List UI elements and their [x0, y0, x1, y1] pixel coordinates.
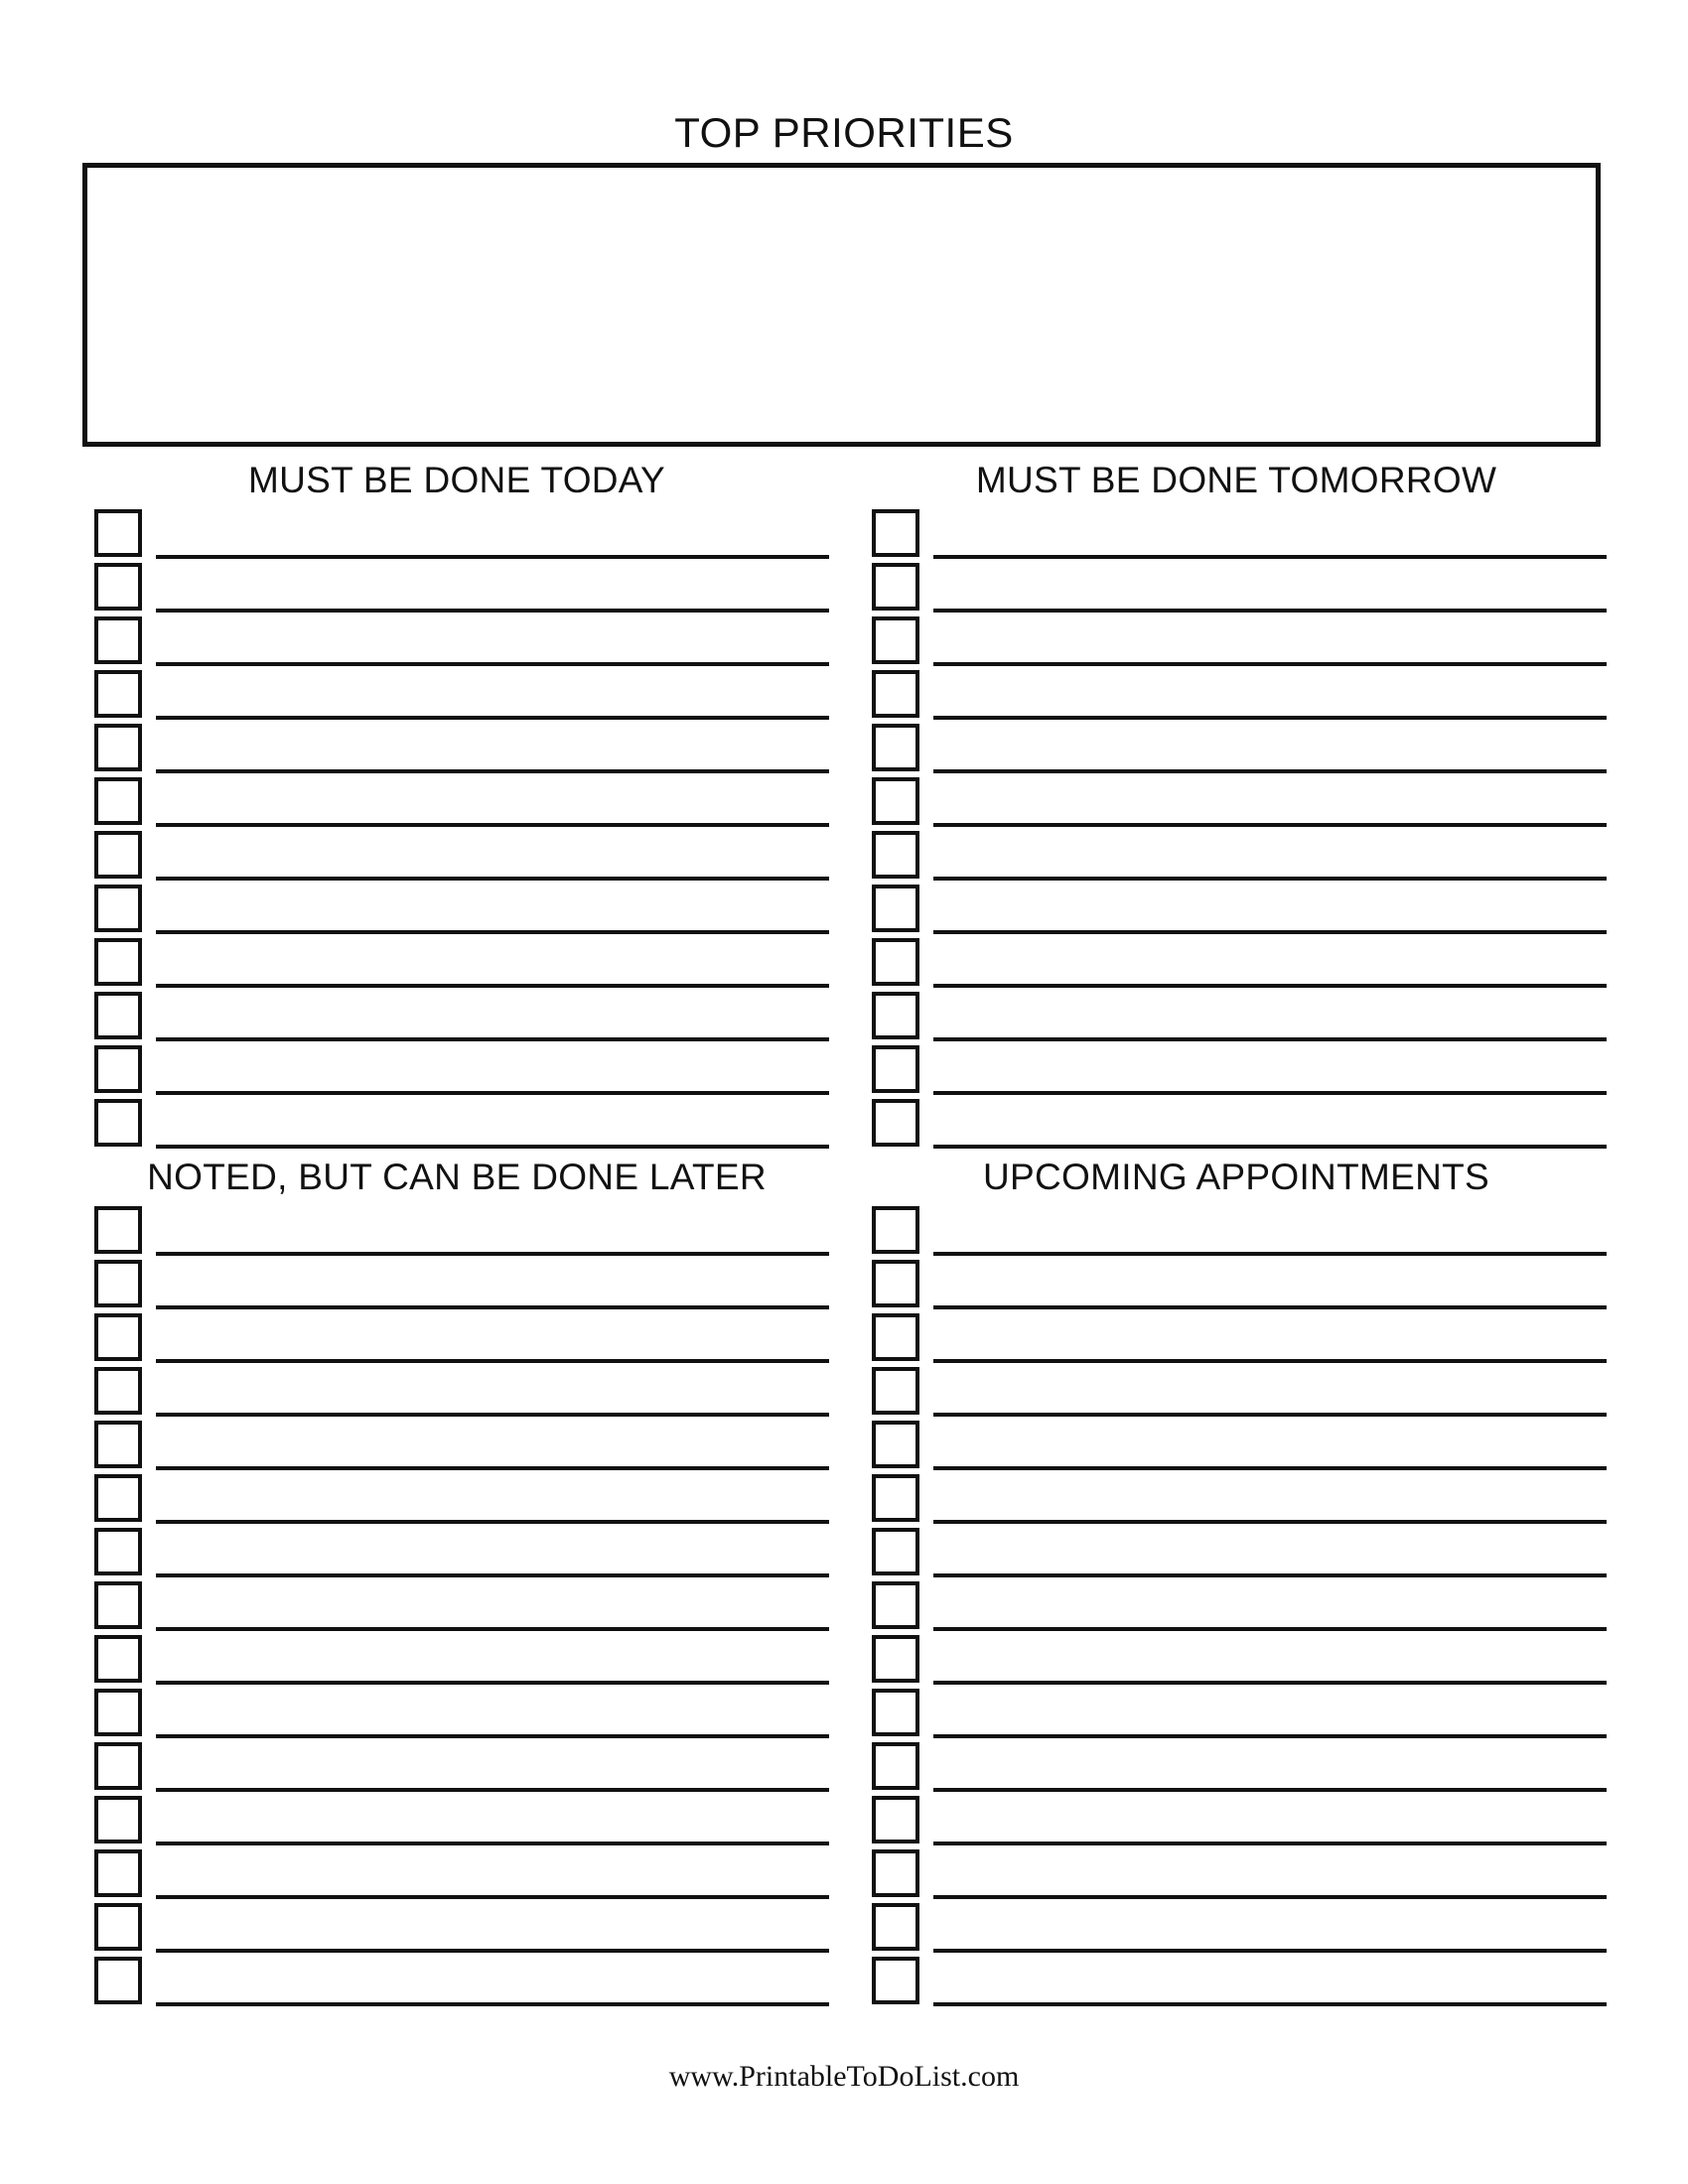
checkbox[interactable]: [872, 1689, 919, 1736]
list-item: [94, 1632, 829, 1686]
list-item: [872, 1471, 1607, 1525]
list-item: [872, 1418, 1607, 1471]
checkbox[interactable]: [94, 1045, 142, 1093]
list-item: [872, 506, 1607, 560]
checkbox[interactable]: [94, 1313, 142, 1361]
write-line[interactable]: [933, 1573, 1607, 1577]
write-line[interactable]: [156, 1145, 829, 1149]
write-line[interactable]: [156, 1037, 829, 1041]
list-item: [94, 1257, 829, 1310]
checkbox[interactable]: [872, 724, 919, 771]
list-item: [94, 1042, 829, 1096]
checkbox[interactable]: [94, 938, 142, 986]
checkbox[interactable]: [94, 563, 142, 611]
write-line[interactable]: [933, 1145, 1607, 1149]
write-line[interactable]: [933, 716, 1607, 720]
list-item: [94, 1686, 829, 1739]
list-item: [94, 774, 829, 828]
write-line[interactable]: [156, 1681, 829, 1685]
checkbox[interactable]: [94, 670, 142, 718]
write-line[interactable]: [933, 1359, 1607, 1363]
write-line[interactable]: [156, 984, 829, 988]
write-line[interactable]: [156, 1842, 829, 1845]
checkbox[interactable]: [872, 1581, 919, 1629]
checkbox[interactable]: [872, 1206, 919, 1254]
list-item: [872, 1042, 1607, 1096]
checkbox[interactable]: [94, 724, 142, 771]
checkbox[interactable]: [94, 1849, 142, 1897]
checkbox[interactable]: [872, 1260, 919, 1307]
checkbox[interactable]: [872, 1528, 919, 1575]
checkbox[interactable]: [94, 1581, 142, 1629]
list-item: [872, 560, 1607, 614]
checkbox[interactable]: [872, 831, 919, 879]
list-item: [94, 1418, 829, 1471]
write-line[interactable]: [933, 1413, 1607, 1417]
checkbox[interactable]: [872, 1421, 919, 1468]
checkbox[interactable]: [94, 1099, 142, 1147]
write-line[interactable]: [933, 1949, 1607, 1953]
write-line[interactable]: [156, 1305, 829, 1309]
section-title-later: NOTED, BUT CAN BE DONE LATER: [147, 1157, 767, 1197]
checkbox[interactable]: [872, 938, 919, 986]
checkbox[interactable]: [94, 1206, 142, 1254]
write-line[interactable]: [933, 662, 1607, 666]
write-line[interactable]: [933, 877, 1607, 881]
list-item: [872, 1686, 1607, 1739]
list-item: [872, 1578, 1607, 1632]
write-line[interactable]: [933, 1252, 1607, 1256]
list-item: [94, 989, 829, 1042]
list-item: [94, 1739, 829, 1793]
list-item: [94, 1954, 829, 2007]
checkbox[interactable]: [872, 1796, 919, 1843]
write-line[interactable]: [933, 930, 1607, 934]
footer-url: www.PrintableToDoList.com: [668, 2060, 1020, 2093]
write-line[interactable]: [933, 609, 1607, 613]
list-item: [872, 1793, 1607, 1846]
list-item: [872, 1257, 1607, 1310]
checkbox[interactable]: [94, 1421, 142, 1468]
list-item: [94, 1900, 829, 1954]
checkbox[interactable]: [872, 1045, 919, 1093]
write-line[interactable]: [933, 769, 1607, 773]
checkbox[interactable]: [872, 670, 919, 718]
write-line[interactable]: [933, 1037, 1607, 1041]
list-item: [872, 1954, 1607, 2007]
checkbox[interactable]: [94, 1796, 142, 1843]
write-line[interactable]: [933, 1681, 1607, 1685]
checkbox[interactable]: [94, 1367, 142, 1415]
list-item: [94, 828, 829, 882]
list-item: [872, 989, 1607, 1042]
list-item: [872, 1846, 1607, 1900]
checkbox[interactable]: [94, 616, 142, 664]
checkbox[interactable]: [94, 992, 142, 1039]
list-item: [872, 1203, 1607, 1257]
checkbox[interactable]: [872, 509, 919, 557]
section-title-today: MUST BE DONE TODAY: [247, 460, 666, 500]
section-title-tomorrow: MUST BE DONE TOMORROW: [975, 460, 1497, 500]
checkbox[interactable]: [872, 1474, 919, 1522]
list-item: [872, 774, 1607, 828]
list-item: [94, 721, 829, 774]
write-line[interactable]: [156, 1520, 829, 1524]
list-item: [94, 1578, 829, 1632]
list-item: [872, 935, 1607, 989]
write-line[interactable]: [156, 716, 829, 720]
write-line[interactable]: [933, 1842, 1607, 1845]
checkbox[interactable]: [94, 831, 142, 879]
list-item: [94, 1793, 829, 1846]
list-item: [872, 828, 1607, 882]
list-item: [872, 882, 1607, 935]
list-item: [94, 1471, 829, 1525]
checkbox[interactable]: [94, 1742, 142, 1790]
list-item: [872, 1364, 1607, 1418]
list-item: [872, 721, 1607, 774]
list-item: [94, 1096, 829, 1150]
checkbox[interactable]: [872, 1313, 919, 1361]
checkbox[interactable]: [94, 777, 142, 825]
list-item: [872, 1096, 1607, 1150]
checkbox[interactable]: [94, 1903, 142, 1951]
list-item: [872, 1525, 1607, 1578]
list-item: [94, 1364, 829, 1418]
checkbox[interactable]: [872, 1099, 919, 1147]
write-line[interactable]: [933, 555, 1607, 559]
write-line[interactable]: [156, 555, 829, 559]
write-line[interactable]: [156, 1359, 829, 1363]
checkbox[interactable]: [872, 1367, 919, 1415]
section-title-appointments: UPCOMING APPOINTMENTS: [983, 1157, 1489, 1197]
write-line[interactable]: [156, 877, 829, 881]
write-line[interactable]: [156, 1252, 829, 1256]
write-line[interactable]: [156, 769, 829, 773]
checkbox[interactable]: [872, 1903, 919, 1951]
list-item: [94, 935, 829, 989]
checkbox[interactable]: [872, 563, 919, 611]
write-line[interactable]: [156, 1734, 829, 1738]
write-line[interactable]: [933, 1734, 1607, 1738]
write-line[interactable]: [933, 823, 1607, 827]
write-line[interactable]: [156, 1466, 829, 1470]
checkbox[interactable]: [94, 509, 142, 557]
list-item: [872, 1632, 1607, 1686]
list-item: [872, 667, 1607, 721]
list-item: [94, 560, 829, 614]
list-item: [872, 1739, 1607, 1793]
checkbox[interactable]: [872, 885, 919, 932]
write-line[interactable]: [156, 1788, 829, 1792]
top-priorities-box[interactable]: [82, 163, 1601, 447]
write-line[interactable]: [156, 823, 829, 827]
checkbox[interactable]: [872, 1635, 919, 1683]
write-line[interactable]: [933, 1091, 1607, 1095]
write-line[interactable]: [156, 1895, 829, 1899]
write-line[interactable]: [933, 1466, 1607, 1470]
checkbox[interactable]: [94, 885, 142, 932]
list-item: [872, 1310, 1607, 1364]
write-line[interactable]: [156, 609, 829, 613]
write-line[interactable]: [933, 1788, 1607, 1792]
write-line[interactable]: [156, 2002, 829, 2006]
list-item: [94, 1310, 829, 1364]
list-item: [872, 614, 1607, 667]
checkbox[interactable]: [872, 1742, 919, 1790]
write-line[interactable]: [933, 984, 1607, 988]
write-line[interactable]: [933, 2002, 1607, 2006]
checkbox[interactable]: [872, 992, 919, 1039]
write-line[interactable]: [156, 1091, 829, 1095]
write-line[interactable]: [156, 930, 829, 934]
write-line[interactable]: [156, 662, 829, 666]
list-item: [94, 1846, 829, 1900]
checkbox[interactable]: [872, 1849, 919, 1897]
write-line[interactable]: [933, 1305, 1607, 1309]
checkbox[interactable]: [872, 616, 919, 664]
write-line[interactable]: [933, 1895, 1607, 1899]
checkbox[interactable]: [872, 777, 919, 825]
list-item: [94, 882, 829, 935]
write-line[interactable]: [156, 1573, 829, 1577]
write-line[interactable]: [156, 1949, 829, 1953]
checkbox[interactable]: [94, 1635, 142, 1683]
checkbox[interactable]: [94, 1528, 142, 1575]
write-line[interactable]: [156, 1413, 829, 1417]
list-item: [94, 1525, 829, 1578]
checkbox[interactable]: [94, 1689, 142, 1736]
list-item: [94, 614, 829, 667]
write-line[interactable]: [156, 1627, 829, 1631]
checkbox[interactable]: [94, 1474, 142, 1522]
list-item: [94, 1203, 829, 1257]
page-title: TOP PRIORITIES: [674, 109, 1014, 156]
checkbox[interactable]: [94, 1260, 142, 1307]
checkbox[interactable]: [872, 1957, 919, 2004]
list-item: [872, 1900, 1607, 1954]
list-item: [94, 506, 829, 560]
write-line[interactable]: [933, 1520, 1607, 1524]
list-item: [94, 667, 829, 721]
checkbox[interactable]: [94, 1957, 142, 2004]
write-line[interactable]: [933, 1627, 1607, 1631]
